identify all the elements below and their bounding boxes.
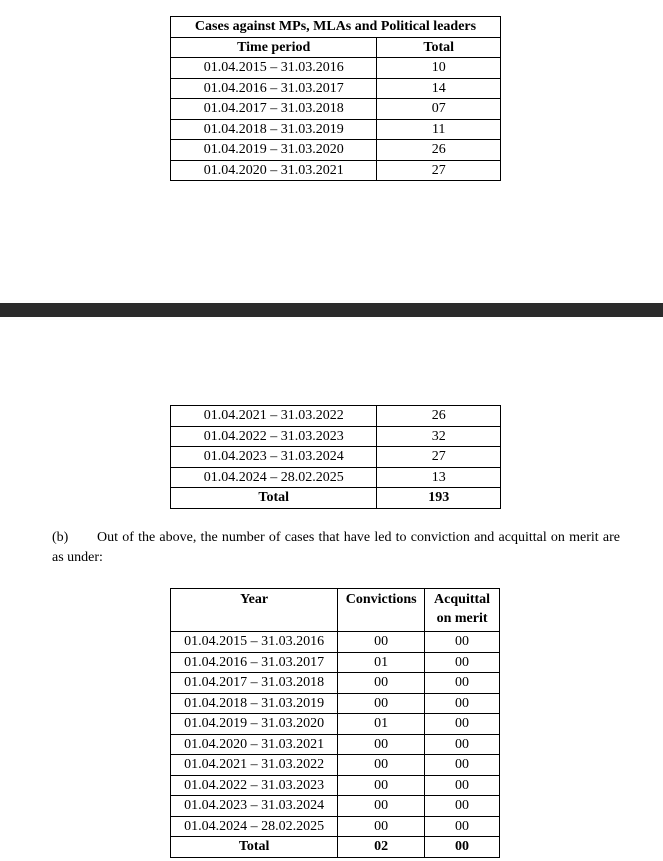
paragraph-b (52, 528, 620, 568)
table-row (171, 652, 500, 673)
paragraph-label: (b) (52, 530, 69, 545)
table-title: Cases against MPs, MLAs and Political leaders (171, 17, 501, 38)
total-label: Total (171, 837, 338, 858)
acquittal-cell: 00 (425, 734, 500, 755)
total-cell: 27 (377, 447, 501, 468)
acquittal-cell: 00 (425, 673, 500, 694)
cases-table-part2 (170, 405, 501, 509)
acquittal-cell: 00 (425, 816, 500, 837)
period-cell: 01.04.2016 – 31.03.2017 (171, 78, 377, 99)
year-cell: 01.04.2024 – 28.02.2025 (171, 816, 338, 837)
total-acquittal: 00 (425, 837, 500, 858)
year-cell: 01.04.2017 – 31.03.2018 (171, 673, 338, 694)
table-row (171, 734, 500, 755)
total-convictions: 02 (338, 837, 425, 858)
column-header-year: Year (171, 589, 338, 632)
total-row (171, 488, 501, 509)
table-row (171, 447, 501, 468)
year-cell: 01.04.2020 – 31.03.2021 (171, 734, 338, 755)
total-cell: 26 (377, 406, 501, 427)
column-header-convictions: Convictions (338, 589, 425, 632)
table-row (171, 796, 500, 817)
convictions-cell: 01 (338, 714, 425, 735)
table-row (171, 816, 500, 837)
acquittal-cell: 00 (425, 796, 500, 817)
total-cell: 32 (377, 426, 501, 447)
grand-total-value: 193 (377, 488, 501, 509)
table-row (171, 693, 500, 714)
year-cell: 01.04.2019 – 31.03.2020 (171, 714, 338, 735)
period-cell: 01.04.2020 – 31.03.2021 (171, 160, 377, 181)
year-cell: 01.04.2021 – 31.03.2022 (171, 755, 338, 776)
convictions-cell: 01 (338, 652, 425, 673)
period-cell: 01.04.2019 – 31.03.2020 (171, 140, 377, 161)
column-header-total: Total (377, 37, 501, 58)
table-row (171, 160, 501, 181)
paragraph-text: Out of the above, the number of cases that have led to conviction and acquittal on merit are as under: (52, 530, 620, 565)
convictions-cell: 00 (338, 796, 425, 817)
table-row (171, 426, 501, 447)
year-cell: 01.04.2015 – 31.03.2016 (171, 632, 338, 653)
table-row (171, 119, 501, 140)
total-cell: 14 (377, 78, 501, 99)
year-cell: 01.04.2016 – 31.03.2017 (171, 652, 338, 673)
convictions-cell: 00 (338, 693, 425, 714)
total-cell: 07 (377, 99, 501, 120)
convictions-table (170, 588, 500, 858)
acquittal-cell: 00 (425, 714, 500, 735)
table-row (171, 775, 500, 796)
total-cell: 10 (377, 58, 501, 79)
period-cell: 01.04.2024 – 28.02.2025 (171, 467, 377, 488)
year-cell: 01.04.2023 – 31.03.2024 (171, 796, 338, 817)
table-row (171, 632, 500, 653)
period-cell: 01.04.2018 – 31.03.2019 (171, 119, 377, 140)
table-row (171, 78, 501, 99)
table-row (171, 673, 500, 694)
total-cell: 11 (377, 119, 501, 140)
acquittal-cell: 00 (425, 755, 500, 776)
acquittal-cell: 00 (425, 652, 500, 673)
year-cell: 01.04.2018 – 31.03.2019 (171, 693, 338, 714)
table-row (171, 755, 500, 776)
year-cell: 01.04.2022 – 31.03.2023 (171, 775, 338, 796)
acquittal-cell: 00 (425, 693, 500, 714)
period-cell: 01.04.2017 – 31.03.2018 (171, 99, 377, 120)
table-row (171, 714, 500, 735)
convictions-cell: 00 (338, 755, 425, 776)
period-cell: 01.04.2015 – 31.03.2016 (171, 58, 377, 79)
table-row (171, 467, 501, 488)
acquittal-cell: 00 (425, 775, 500, 796)
table-row (171, 406, 501, 427)
total-label: Total (171, 488, 377, 509)
period-cell: 01.04.2021 – 31.03.2022 (171, 406, 377, 427)
table-row (171, 140, 501, 161)
period-cell: 01.04.2023 – 31.03.2024 (171, 447, 377, 468)
period-cell: 01.04.2022 – 31.03.2023 (171, 426, 377, 447)
total-cell: 27 (377, 160, 501, 181)
table-row (171, 58, 501, 79)
convictions-cell: 00 (338, 734, 425, 755)
convictions-cell: 00 (338, 775, 425, 796)
convictions-cell: 00 (338, 632, 425, 653)
convictions-cell: 00 (338, 816, 425, 837)
total-row (171, 837, 500, 858)
page-break-divider (0, 303, 663, 317)
convictions-cell: 00 (338, 673, 425, 694)
total-cell: 26 (377, 140, 501, 161)
column-header-period: Time period (171, 37, 377, 58)
column-header-acquittal: Acquittal on merit (425, 589, 500, 632)
cases-table-part1 (170, 16, 501, 181)
total-cell: 13 (377, 467, 501, 488)
table-row (171, 99, 501, 120)
acquittal-cell: 00 (425, 632, 500, 653)
